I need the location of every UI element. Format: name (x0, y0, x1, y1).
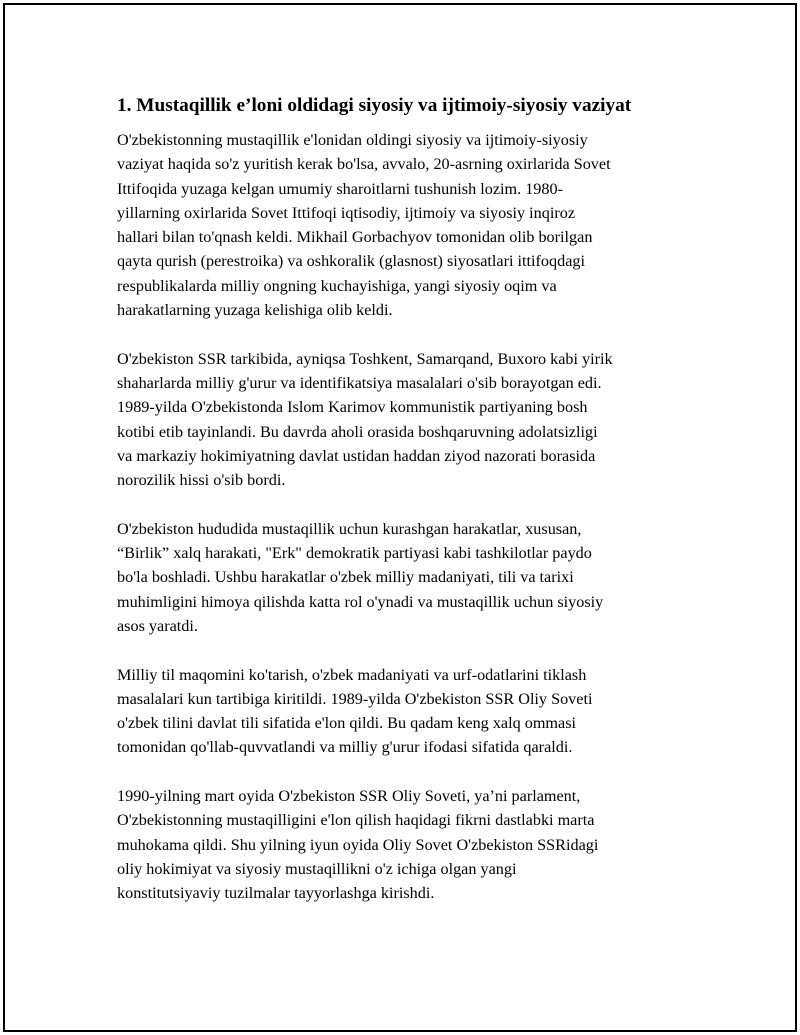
text-line: oliy hokimiyat va siyosiy mustaqillikni o'z ichiga olgan yangi (117, 859, 517, 878)
text-line: 1989-yilda O'zbekistonda Islom Karimov kommunistik partiyaning bosh (117, 398, 588, 417)
text-line: O'zbekiston hududida mustaqillik uchun kurashgan harakatlar, xususan, (117, 519, 582, 538)
text-line: o'zbek tilini davlat tili sifatida e'lon qildi. Bu qadam keng xalq ommasi (117, 714, 576, 733)
text-line: O'zbekiston SSR tarkibida, ayniqsa Toshkent, Samarqand, Buxoro kabi yirik (117, 349, 613, 368)
text-line: konstitutsiyaviy tuzilmalar tayyorlashga kirishdi. (117, 884, 435, 903)
text-line: “Birlik” xalq harakati, "Erk" demokratik partiyasi kabi tashkilotlar paydo (117, 544, 592, 563)
text-line: muhokama qildi. Shu yilning iyun oyida Oliy Sovet O'zbekiston SSRidagi (117, 835, 599, 854)
text-line: hallari bilan to'qnash keldi. Mikhail Gorbachyov tomonidan olib borilgan (117, 228, 593, 247)
document-body (117, 93, 707, 930)
text-line: O'zbekistonning mustaqillik e'lonidan oldingi siyosiy va ijtimoiy-siyosiy (117, 131, 588, 149)
text-line: va markaziy hokimiyatning davlat ustidan haddan ziyod nazorati borasida (117, 446, 596, 465)
text-line: respublikalarda milliy ongning kuchayishiga, yangi siyosiy oqim va (117, 276, 557, 295)
text-line: kotibi etib tayinlandi. Bu davrda aholi orasida boshqaruvning adolatsizligi (117, 422, 598, 441)
text-line: yillarning oxirlarida Sovet Ittifoqi iqtisodiy, ijtimoiy va siyosiy inqiroz (117, 203, 575, 222)
text-line: norozilik hissi o'sib bordi. (117, 471, 286, 490)
paragraph-2 (117, 347, 707, 493)
text-line: harakatlarning yuzaga kelishiga olib keldi. (117, 301, 393, 320)
text-line: muhimligini himoya qilishda katta rol o'ynadi va mustaqillik uchun siyosiy (117, 592, 604, 611)
text-line: masalalari kun tartibiga kiritildi. 1989-yilda O'zbekiston SSR Oliy Soveti (117, 689, 593, 708)
text-line: shaharlarda milliy g'urur va identifikatsiya masalalari o'sib borayotgan edi. (117, 373, 602, 392)
text-line: asos yaratdi. (117, 616, 198, 635)
text-line: O'zbekistonning mustaqilligini e'lon qilish haqidagi fikrni dastlabki marta (117, 811, 595, 830)
paragraph-1 (117, 128, 707, 322)
text-line: Milliy til maqomini ko'tarish, o'zbek madaniyati va urf-odatlarini tiklash (117, 665, 587, 684)
section-heading: 1. Mustaqillik e’loni oldidagi siyosiy va ijtimoiy-siyosiy vaziyat (117, 95, 632, 116)
paragraph-4 (117, 663, 707, 760)
paragraph-3 (117, 517, 707, 638)
text-line: vaziyat haqida so'z yuritish kerak bo'lsa, avvalo, 20-asrning oxirlarida Sovet (117, 155, 611, 174)
text-line: tomonidan qo'llab-quvvatlandi va milliy g'urur ifodasi sifatida qaraldi. (117, 738, 573, 757)
text-line: qayta qurish (perestroika) va oshkoralik (glasnost) siyosatlari ittifoqdagi (117, 252, 585, 271)
text-line: Ittifoqida yuzaga kelgan umumiy sharoitlarni tushunish lozim. 1980- (117, 179, 563, 198)
text-line: bo'la boshladi. Ushbu harakatlar o'zbek milliy madaniyati, tili va tarixi (117, 568, 574, 587)
text-line: 1990-yilning mart oyida O'zbekiston SSR Oliy Soveti, ya’ni parlament, (117, 787, 581, 806)
paragraph-5 (117, 784, 707, 905)
